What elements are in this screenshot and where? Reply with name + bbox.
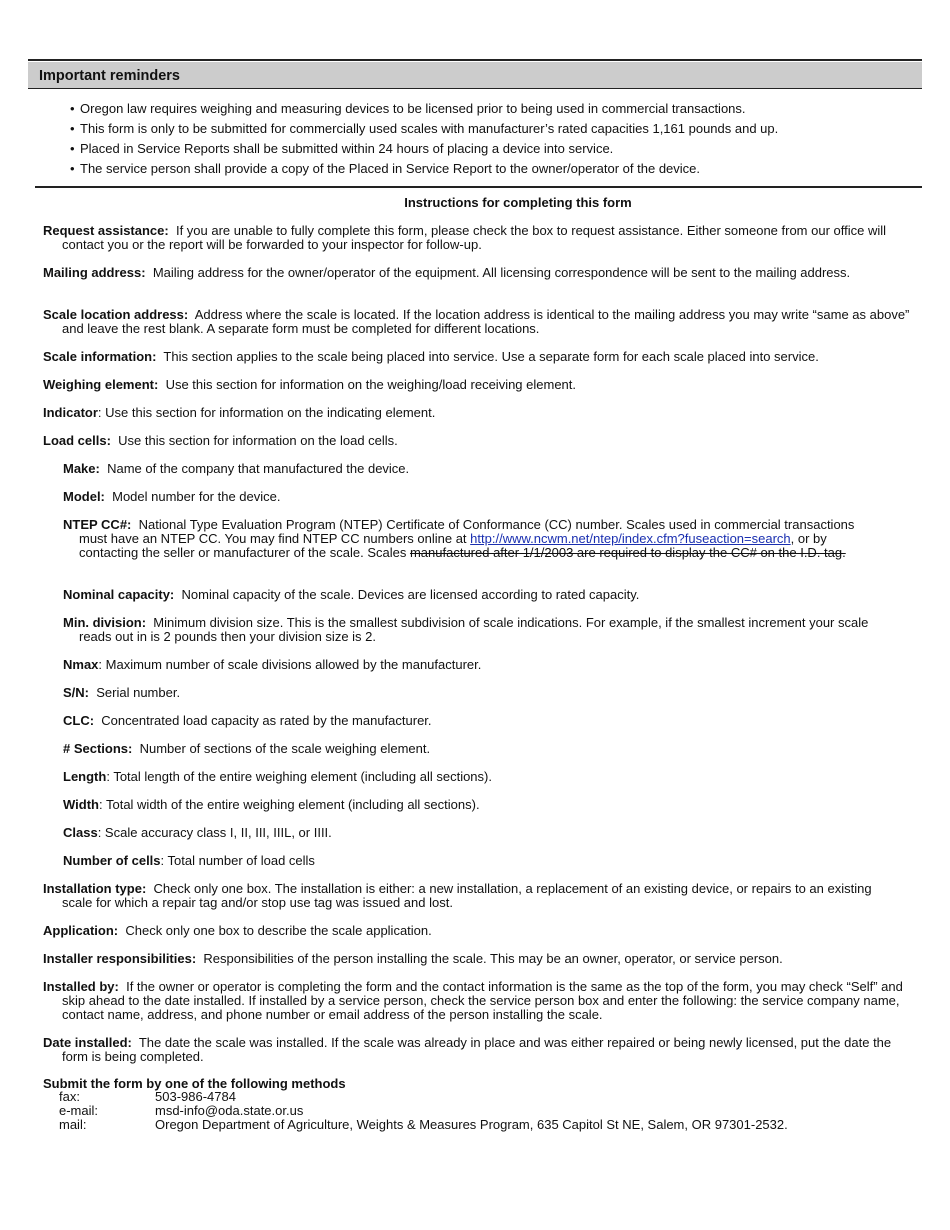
entry-installed-by — [43, 980, 914, 1022]
submit-email-row — [59, 1104, 303, 1118]
entry-request-assistance — [43, 224, 914, 252]
desc-indicator: : Use this section for information on the indicating element. — [97, 405, 436, 420]
top-rule — [28, 59, 922, 61]
term-length: Length — [63, 769, 107, 784]
term-date-installed: Date installed: — [43, 1035, 132, 1050]
desc-installation-type: Check only one box. The installation is either: a new installation, a replacement of an existing device, or repairs to an existing scale for which a repair tag and/or stop use tag was issued and lost. — [62, 881, 872, 910]
desc-load-cells: Use this section for information on the load cells. — [118, 433, 398, 448]
desc-sn: Serial number. — [96, 685, 181, 700]
entry-sections — [63, 742, 879, 756]
submit-fax-row — [59, 1090, 236, 1104]
term-make: Make: — [63, 461, 100, 476]
term-width: Width — [63, 797, 99, 812]
submit-title: Submit the form by one of the following methods — [43, 1076, 346, 1091]
desc-nmax: : Maximum number of scale divisions allowed by the manufacturer. — [98, 657, 482, 672]
desc-number-of-cells: : Total number of load cells — [160, 853, 315, 868]
mail-value: Oregon Department of Agriculture, Weights & Measures Program, 635 Capitol St NE, Salem, OR 97301-2532. — [155, 1117, 788, 1132]
desc-scale-location-address: Address where the scale is located. If the location address is identical to the mailing address you may write “same as above” and leave the rest blank. A separate form must be completed for different locations. — [62, 307, 910, 336]
entry-nmax — [63, 658, 879, 672]
desc-date-installed: The date the scale was installed. If the scale was already in place and was either repaired or being newly licensed, put the date the form is being completed. — [62, 1035, 892, 1064]
entry-width — [63, 798, 879, 812]
email-label: e-mail: — [59, 1103, 99, 1118]
desc-installer-responsibilities: Responsibilities of the person installing the scale. This may be an owner, operator, or service person. — [203, 951, 783, 966]
fax-value: 503-986-4784 — [155, 1089, 236, 1104]
reminder-item: • The service person shall provide a copy of the Placed in Service Report to the owner/operator of the device. — [70, 159, 930, 179]
desc-nominal-capacity: Nominal capacity of the scale. Devices are licensed according to rated capacity. — [181, 587, 640, 602]
entry-mailing-address — [43, 266, 914, 280]
term-indicator: Indicator — [43, 405, 98, 420]
reminder-item: • This form is only to be submitted for commercially used scales with manufacturer’s rated capacities 1,161 pounds and up. — [70, 119, 930, 139]
desc-installed-by: If the owner or operator is completing the form and the contact information is the same as the top of the form, you may check “Self” and skip ahead to the date installed. If installed by a service person, check the service person box and enter the following: the service company name, contact name, address, and phone number or email address of the person installing the scale. — [62, 979, 903, 1022]
term-sections: # Sections: — [63, 741, 133, 756]
desc-application: Check only one box to describe the scale application. — [125, 923, 432, 938]
entry-weighing-element — [43, 378, 942, 392]
section-divider — [35, 186, 922, 188]
entry-model — [63, 490, 879, 504]
entry-date-installed — [43, 1036, 914, 1064]
fax-label: fax: — [59, 1089, 80, 1104]
desc-scale-information: This section applies to the scale being placed into service. Use a separate form for each scale placed into service. — [163, 349, 819, 364]
term-model: Model: — [63, 489, 105, 504]
term-min-division: Min. division: — [63, 615, 147, 630]
desc-ntep-cc-3: manufactured after 1/1/2003 are required to display the CC# on the I.D. tag. — [409, 545, 846, 560]
term-installation-type: Installation type: — [43, 881, 147, 896]
entry-clc — [63, 714, 879, 728]
entry-installer-responsibilities — [43, 952, 950, 966]
entry-class — [63, 826, 879, 840]
term-weighing-element: Weighing element: — [43, 377, 159, 392]
desc-weighing-element: Use this section for information on the weighing/load receiving element. — [165, 377, 577, 392]
reminder-item: • Oregon law requires weighing and measuring devices to be licensed prior to being used in commercial transactions. — [70, 99, 930, 119]
mail-label: mail: — [59, 1117, 87, 1132]
term-installed-by: Installed by: — [43, 979, 119, 994]
term-sn: S/N: — [63, 685, 89, 700]
instructions-title: Instructions for completing this form — [404, 195, 632, 210]
desc-sections: Number of sections of the scale weighing element. — [139, 741, 431, 756]
ntep-search-link[interactable]: http://www.ncwm.net/ntep/index.cfm?fuseaction=search — [470, 531, 791, 546]
reminders-title: Important reminders — [39, 68, 180, 84]
term-nmax: Nmax — [63, 657, 99, 672]
submit-mail-row — [59, 1118, 788, 1132]
desc-min-division: Minimum division size. This is the smallest subdivision of scale indications. For example, if the smallest increment your scale reads out in is 2 pounds then your division size is 2. — [79, 615, 869, 644]
term-application: Application: — [43, 923, 119, 938]
entry-make — [63, 462, 879, 476]
desc-class: : Scale accuracy class I, II, III, IIIL, or IIII. — [97, 825, 332, 840]
entry-min-division — [63, 616, 887, 644]
entry-scale-information — [43, 350, 942, 364]
term-scale-location-address: Scale location address: — [43, 307, 189, 322]
entry-number-of-cells — [63, 854, 879, 868]
reminder-item: • Placed in Service Reports shall be submitted within 24 hours of placing a device into service. — [70, 139, 930, 159]
term-installer-responsibilities: Installer responsibilities: — [43, 951, 197, 966]
desc-width: : Total width of the entire weighing element (including all sections). — [98, 797, 480, 812]
term-scale-information: Scale information: — [43, 349, 157, 364]
entry-sn — [63, 686, 879, 700]
term-mailing-address: Mailing address: — [43, 265, 146, 280]
term-number-of-cells: Number of cells — [63, 853, 161, 868]
reminders-list — [70, 99, 930, 179]
entry-installation-type — [43, 882, 882, 910]
term-clc: CLC: — [63, 713, 95, 728]
desc-request-assistance: If you are unable to fully complete this form, please check the box to request assistance. Either someone from our office will contact you or the report will be forwarded to your inspector for follow-up. — [62, 223, 887, 252]
desc-length: : Total length of the entire weighing element (including all sections). — [106, 769, 492, 784]
desc-clc: Concentrated load capacity as rated by the manufacturer. — [101, 713, 432, 728]
term-ntep-cc: NTEP CC#: — [63, 517, 132, 532]
entry-load-cells — [43, 434, 942, 448]
entry-nominal-capacity — [63, 588, 879, 602]
desc-model: Model number for the device. — [112, 489, 281, 504]
term-nominal-capacity: Nominal capacity: — [63, 587, 175, 602]
desc-ntep-cc-2: , or by contacting the seller or manufacturer of the scale. Scales — [79, 531, 827, 560]
reminders-header — [28, 62, 922, 89]
term-class: Class — [63, 825, 98, 840]
entry-indicator — [43, 406, 942, 420]
term-request-assistance: Request assistance: — [43, 223, 169, 238]
entry-scale-location-address — [43, 308, 914, 336]
desc-ntep-cc: National Type Evaluation Program (NTEP) Certificate of Conformance (CC) number. Scales used in commercial transactions must have an NTEP CC. You may find NTEP CC numbers online at — [79, 517, 855, 546]
entry-ntep-cc — [63, 518, 879, 560]
entry-application — [43, 924, 942, 938]
entry-length — [63, 770, 879, 784]
email-value: msd-info@oda.state.or.us — [155, 1103, 304, 1118]
desc-make: Name of the company that manufactured the device. — [107, 461, 410, 476]
desc-mailing-address: Mailing address for the owner/operator of the equipment. All licensing correspondence will be sent to the mailing address. — [152, 265, 851, 280]
term-load-cells: Load cells: — [43, 433, 111, 448]
